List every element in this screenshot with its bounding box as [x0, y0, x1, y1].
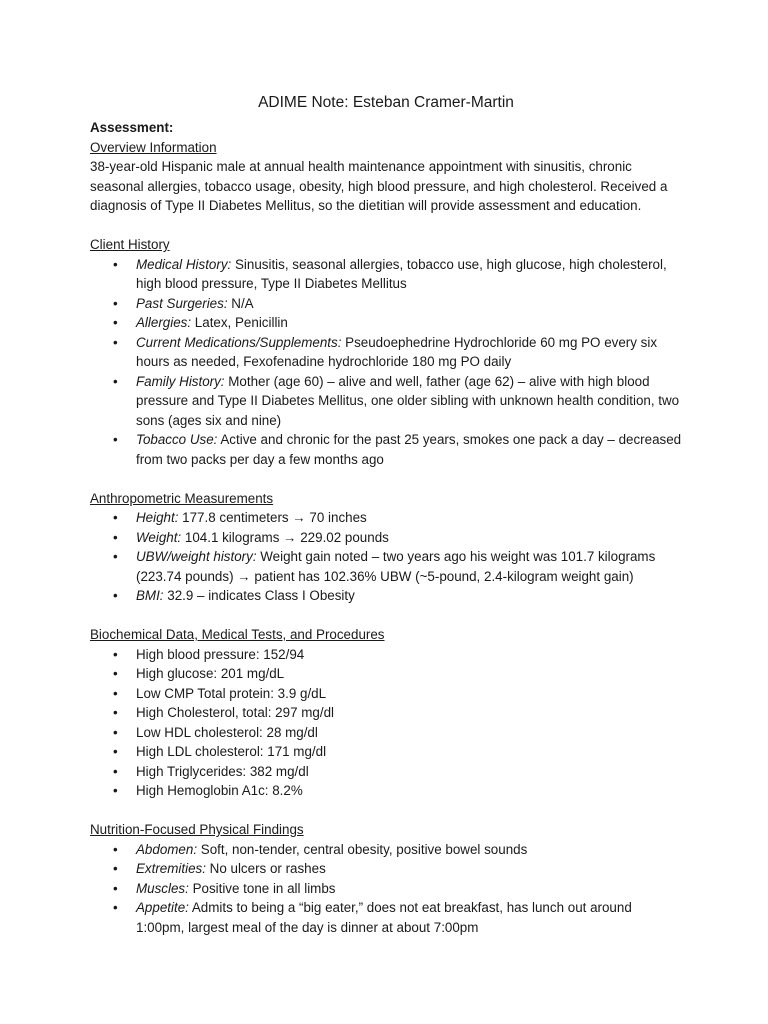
anthropometric-list: [90, 508, 682, 606]
list-item: [113, 664, 682, 684]
item-label: BMI:: [136, 588, 164, 603]
item-text: Admits to being a “big eater,” does not eat breakfast, has lunch out around 1:00pm, largest meal of the day is dinner at about 7:00pm: [136, 900, 632, 935]
item-text: Positive tone in all limbs: [188, 880, 336, 896]
list-item: [113, 528, 682, 548]
bullet-icon: •: [113, 744, 118, 759]
list-item: [113, 781, 682, 801]
document-title: ADIME Note: Esteban Cramer-Martin: [258, 94, 514, 111]
anthropometric-heading: Anthropometric Measurements: [90, 490, 274, 506]
list-item: [113, 586, 682, 606]
item-label: Tobacco Use:: [136, 432, 218, 447]
physical-findings-heading: Nutrition-Focused Physical Findings: [90, 822, 304, 837]
item-text: 32.9 – indicates Class I Obesity: [163, 588, 355, 603]
item-label: UBW/weight history:: [136, 549, 257, 564]
item-text: Sinusitis, seasonal allergies, tobacco use, high glucose, high cholesterol, high blood pressure, Type II Diabetes Mellitus: [136, 256, 667, 291]
bullet-icon: •: [113, 588, 118, 603]
overview-heading: Overview Information: [90, 139, 217, 155]
item-text: 104.1 kilograms → 229.02 pounds: [181, 529, 389, 545]
item-text: Active and chronic for the past 25 years, smokes one pack a day – decreased from two packs per day a few months ago: [136, 432, 682, 467]
item-text: High LDL cholesterol: 171 mg/dl: [136, 744, 327, 759]
list-item: [113, 255, 682, 294]
item-text: High Hemoglobin A1c: 8.2%: [136, 783, 303, 798]
list-item: [113, 508, 682, 528]
item-text: High blood pressure: 152/94: [136, 646, 305, 662]
item-text: Low CMP Total protein: 3.9 g/dL: [136, 685, 327, 701]
item-text: Latex, Penicillin: [191, 315, 288, 330]
list-item: [113, 898, 682, 937]
bullet-icon: •: [113, 295, 118, 311]
bullet-icon: •: [113, 685, 118, 701]
item-text: 177.8 centimeters → 70 inches: [178, 510, 367, 525]
bullet-icon: •: [113, 510, 118, 525]
bullet-icon: •: [113, 529, 118, 545]
bullet-icon: •: [113, 783, 118, 798]
item-label: Past Surgeries:: [136, 295, 228, 311]
item-label: Height:: [136, 510, 179, 525]
item-text: No ulcers or rashes: [205, 861, 326, 876]
item-label: Muscles:: [136, 880, 189, 896]
list-item: [113, 313, 682, 333]
bullet-icon: •: [113, 880, 118, 896]
bullet-icon: •: [113, 373, 118, 389]
item-text: High glucose: 201 mg/dL: [136, 666, 285, 681]
item-text: High Cholesterol, total: 297 mg/dl: [136, 705, 334, 720]
list-item: [113, 703, 682, 723]
bullet-icon: •: [113, 705, 118, 720]
list-item: [113, 840, 682, 860]
bullet-icon: •: [113, 334, 118, 350]
bullet-icon: •: [113, 724, 118, 740]
list-item: [113, 333, 682, 372]
list-item: [113, 372, 682, 431]
bullet-icon: •: [113, 900, 118, 915]
bullet-icon: •: [113, 315, 118, 330]
bullet-icon: •: [113, 841, 118, 857]
item-text: High Triglycerides: 382 mg/dl: [136, 763, 309, 779]
item-label: Medical History:: [136, 256, 232, 272]
list-item: [113, 684, 682, 704]
item-label: Current Medications/Supplements:: [136, 334, 342, 350]
item-label: Extremities:: [136, 861, 206, 876]
bullet-icon: •: [113, 646, 118, 662]
list-item: [113, 547, 682, 586]
item-label: Appetite:: [136, 900, 189, 915]
bullet-icon: •: [113, 861, 118, 876]
bullet-icon: •: [113, 666, 118, 681]
biochemical-heading: Biochemical Data, Medical Tests, and Procedures: [90, 627, 385, 642]
bullet-icon: •: [113, 763, 118, 779]
list-item: [113, 645, 682, 665]
list-item: [113, 859, 682, 879]
item-text: Pseudoephedrine Hydrochloride 60 mg PO every six hours as needed, Fexofenadine hydrochloride 180 mg PO daily: [136, 334, 658, 369]
client-history-heading: Client History: [90, 237, 170, 252]
bullet-icon: •: [113, 256, 118, 272]
item-label: Abdomen:: [136, 841, 198, 857]
item-text: Weight gain noted – two years ago his weight was 101.7 kilograms (223.74 pounds) → patient has 102.36% UBW (~5-pound, 2.4-kilogram weight gain): [136, 549, 656, 584]
list-item: [113, 294, 682, 314]
client-history-list: [90, 255, 682, 470]
list-item: [113, 742, 682, 762]
physical-findings-list: [90, 840, 682, 938]
item-text: Soft, non-tender, central obesity, positive bowel sounds: [197, 841, 528, 857]
item-text: N/A: [227, 295, 254, 311]
list-item: [113, 762, 682, 782]
item-label: Weight:: [136, 529, 182, 545]
assessment-label: Assessment:: [90, 120, 174, 135]
list-item: [113, 430, 682, 469]
item-label: Family History:: [136, 373, 225, 389]
item-label: Allergies:: [136, 315, 192, 330]
list-item: [113, 879, 682, 899]
item-text: Low HDL cholesterol: 28 mg/dl: [136, 724, 318, 740]
biochemical-list: [90, 645, 682, 801]
item-text: Mother (age 60) – alive and well, father (age 62) – alive with high blood pressure and Type II Diabetes Mellitus, one older sibling with unknown health condition, two sons (ages six and nine): [136, 373, 680, 428]
list-item: [113, 723, 682, 743]
bullet-icon: •: [113, 432, 118, 447]
bullet-icon: •: [113, 549, 118, 564]
overview-text: 38-year-old Hispanic male at annual health maintenance appointment with sinusitis, chronic seasonal allergies, tobacco usage, obesity, high blood pressure, and high cholesterol. Received a diagnosis of Type II Diabetes Mellitus, so the dietitian will provide assessment and education.: [90, 159, 668, 213]
